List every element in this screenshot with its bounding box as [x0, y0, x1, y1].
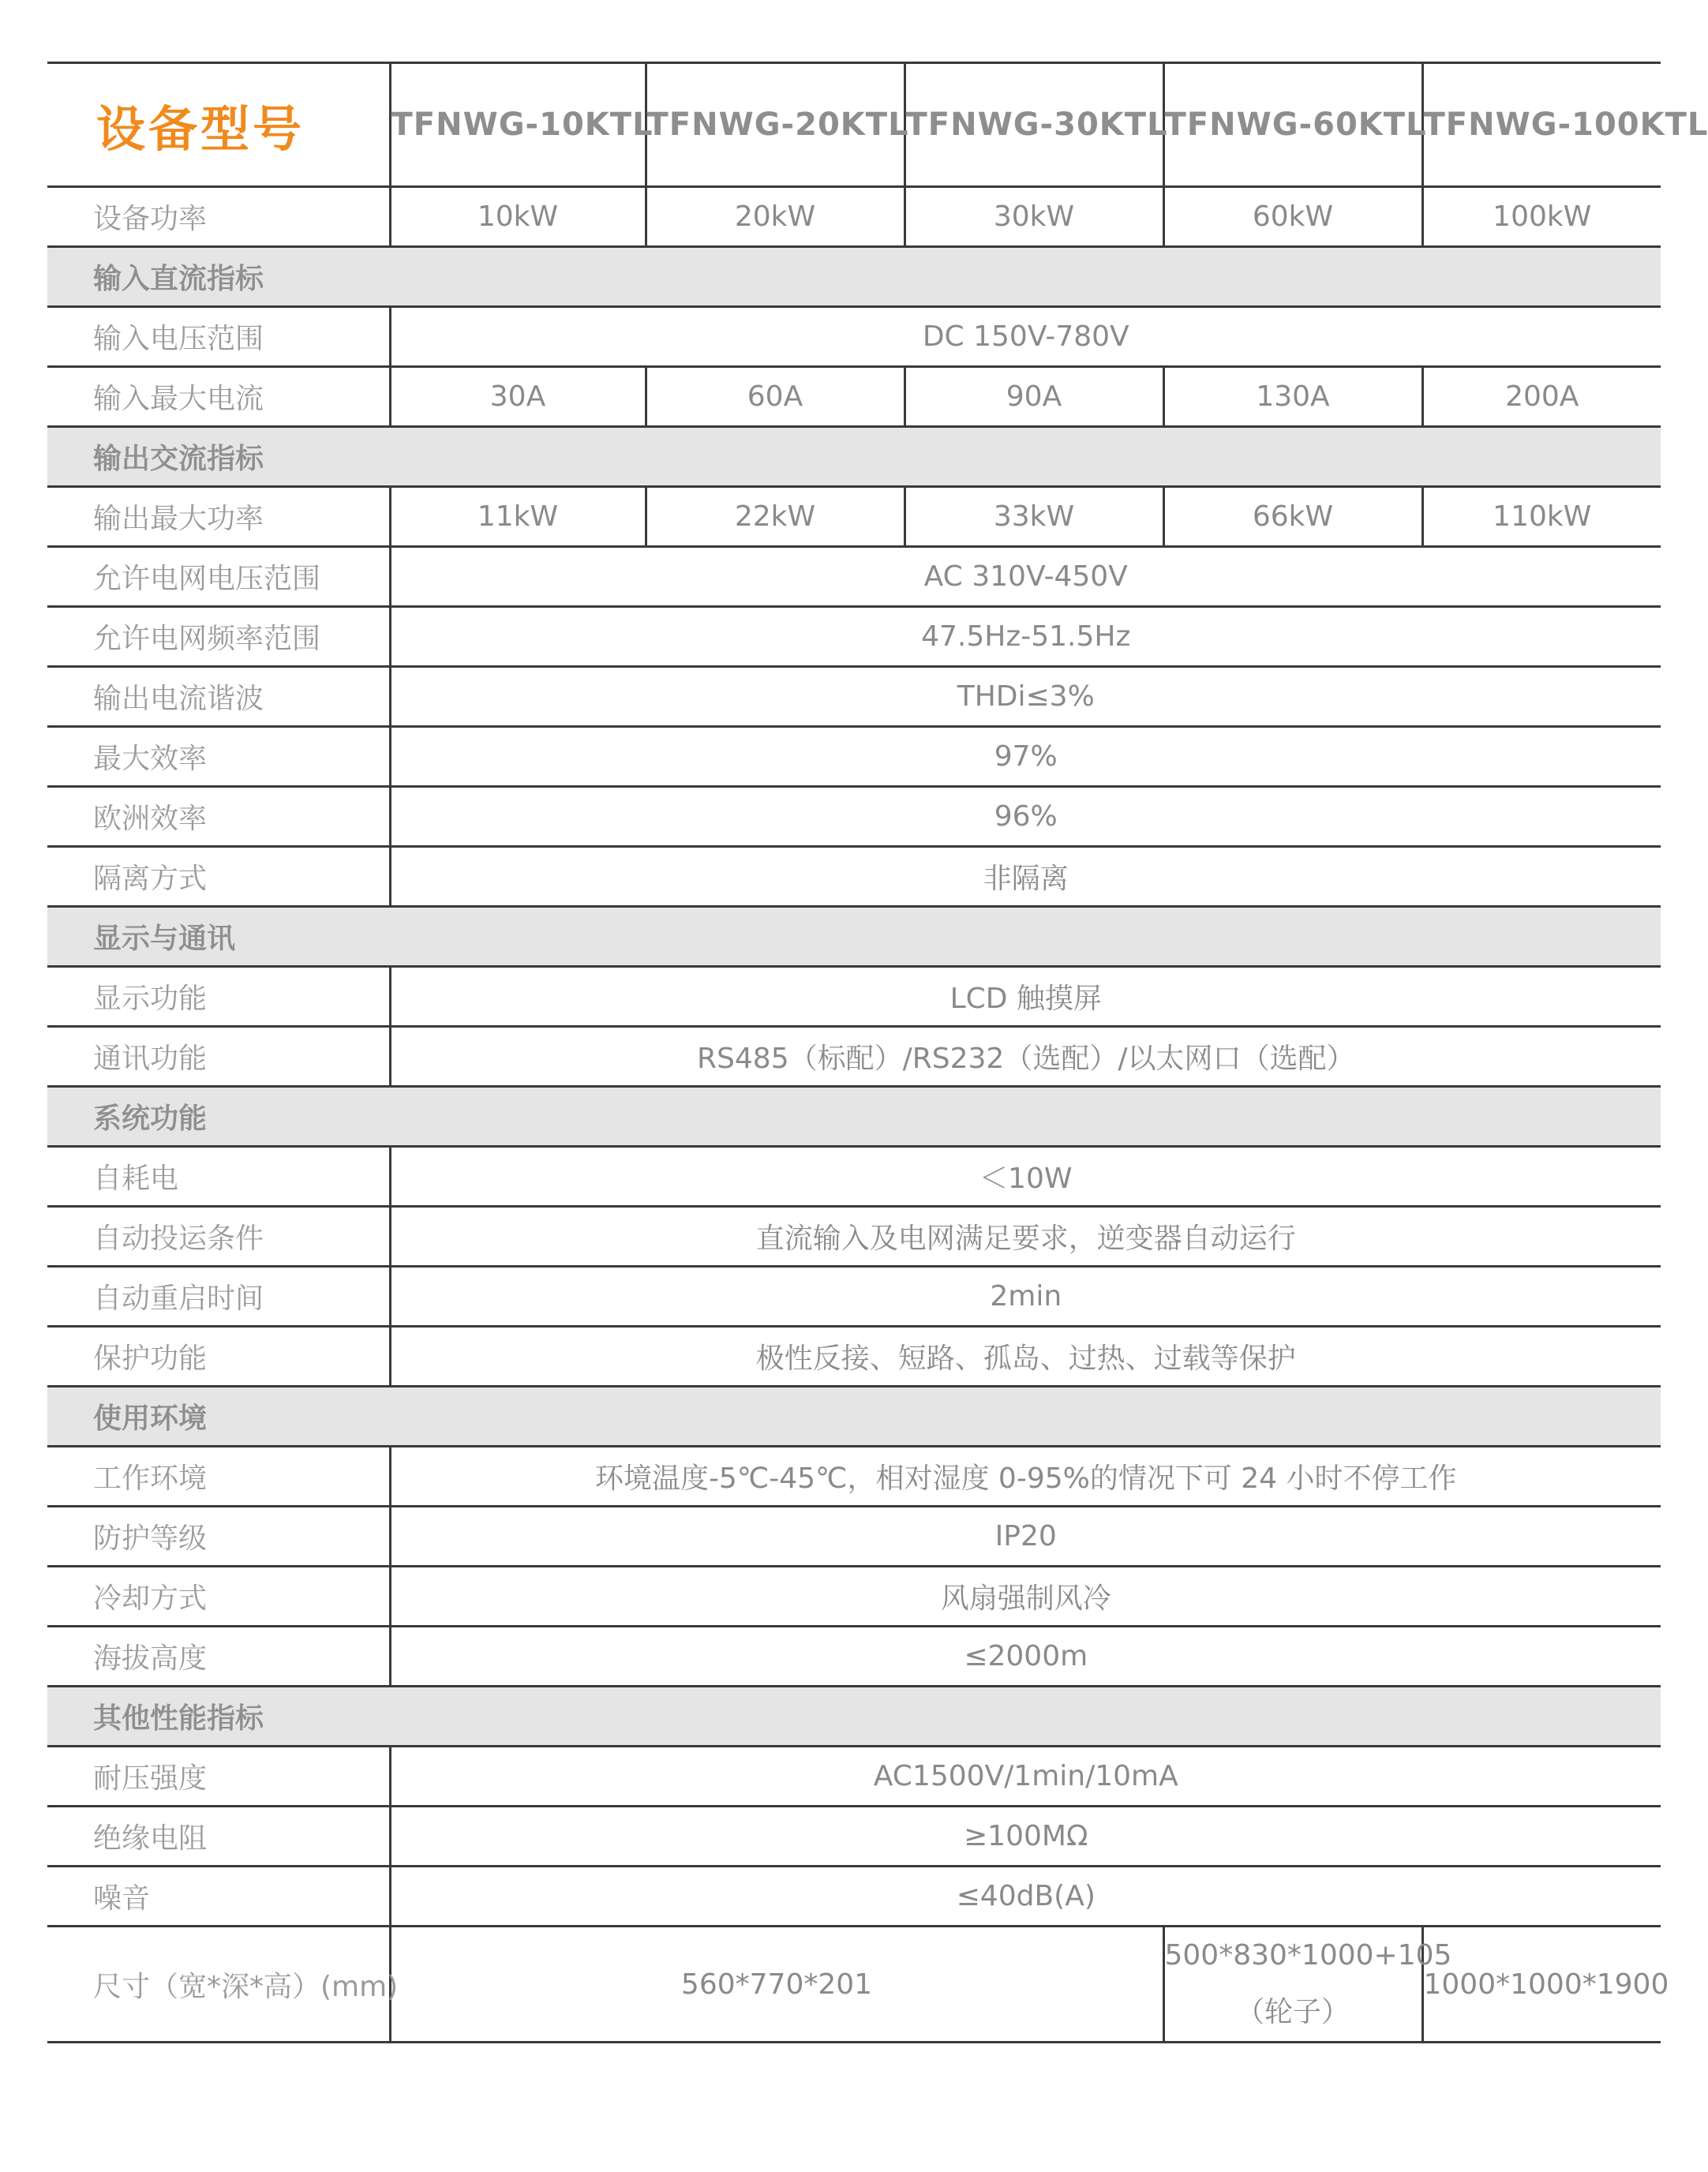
row-label: 自动投运条件 — [47, 1207, 390, 1267]
cell-value: 环境温度-5℃-45℃，相对湿度 0-95%的情况下可 24 小时不停工作 — [390, 1447, 1661, 1507]
section-row — [47, 1687, 1661, 1747]
row-label: 冷却方式 — [47, 1567, 390, 1627]
cell-value: THDi≤3% — [390, 667, 1661, 727]
cell-value: 560*770*201 — [390, 1927, 1163, 2043]
row-label: 最大效率 — [47, 727, 390, 787]
cell-value: AC 310V-450V — [390, 547, 1661, 607]
section-row — [47, 427, 1661, 487]
model-name: TFNWG-30KTL — [905, 63, 1163, 187]
row-label: 输出电流谐波 — [47, 667, 390, 727]
cell-value: ≤2000m — [390, 1627, 1661, 1687]
section-title: 使用环境 — [47, 1387, 1661, 1447]
row-label: 工作环境 — [47, 1447, 390, 1507]
cell-value: 风扇强制风冷 — [390, 1567, 1661, 1627]
section-title: 输出交流指标 — [47, 427, 1661, 487]
cell-value: IP20 — [390, 1507, 1661, 1567]
cell-value: 47.5Hz-51.5Hz — [390, 607, 1661, 667]
table-row — [47, 1267, 1661, 1327]
row-label: 允许电网频率范围 — [47, 607, 390, 667]
table-row — [47, 187, 1661, 247]
table-row — [47, 1927, 1661, 2043]
table-row — [47, 1027, 1661, 1087]
cell-value: 110kW — [1422, 487, 1661, 547]
row-label: 绝缘电阻 — [47, 1807, 390, 1867]
spec-table — [47, 62, 1708, 2043]
cell-value: 30A — [390, 367, 646, 427]
row-label: 输入电压范围 — [47, 307, 390, 367]
header-row — [47, 63, 1661, 187]
row-label: 通讯功能 — [47, 1027, 390, 1087]
row-label: 防护等级 — [47, 1507, 390, 1567]
section-title: 输入直流指标 — [47, 247, 1661, 307]
table-row — [47, 1627, 1661, 1687]
cell-value: AC1500V/1min/10mA — [390, 1747, 1661, 1807]
size-mid-line2: （轮子） — [1235, 1996, 1350, 2028]
cell-value: 130A — [1163, 367, 1422, 427]
row-label: 噪音 — [47, 1867, 390, 1927]
row-label: 隔离方式 — [47, 847, 390, 907]
cell-value: 60A — [646, 367, 905, 427]
cell-value: 200A — [1422, 367, 1661, 427]
table-row — [47, 1327, 1661, 1387]
table-row — [47, 1567, 1661, 1627]
table-row — [47, 667, 1661, 727]
cell-value: 1000*1000*1900 — [1422, 1927, 1661, 2043]
section-title: 显示与通讯 — [47, 907, 1661, 967]
table-row — [47, 1747, 1661, 1807]
model-name: TFNWG-60KTL — [1163, 63, 1422, 187]
cell-value: ≥100MΩ — [390, 1807, 1661, 1867]
row-label: 输出最大功率 — [47, 487, 390, 547]
cell-value: 97% — [390, 727, 1661, 787]
cell-value — [1163, 1927, 1452, 2043]
cell-value: 90A — [905, 367, 1163, 427]
cell-value: 100kW — [1422, 187, 1661, 247]
cell-value: 22kW — [646, 487, 905, 547]
table-row — [47, 487, 1661, 547]
size-mid-line1: 500*830*1000+105 — [1164, 1939, 1452, 1972]
table-row — [47, 1867, 1661, 1927]
cell-value: 非隔离 — [390, 847, 1661, 907]
model-name: TFNWG-10KTL — [390, 63, 646, 187]
table-row — [47, 367, 1661, 427]
row-label: 自耗电 — [47, 1147, 390, 1207]
cell-value: 10kW — [390, 187, 646, 247]
table-row — [47, 1507, 1661, 1567]
table-row — [47, 1447, 1661, 1507]
cell-value: 直流输入及电网满足要求，逆变器自动运行 — [390, 1207, 1661, 1267]
row-label: 保护功能 — [47, 1327, 390, 1387]
cell-value: 2min — [390, 1267, 1661, 1327]
row-label: 海拔高度 — [47, 1627, 390, 1687]
cell-value: 60kW — [1163, 187, 1422, 247]
row-label: 欧洲效率 — [47, 787, 390, 847]
cell-value: ＜10W — [390, 1147, 1661, 1207]
table-row — [47, 1807, 1661, 1867]
row-label: 尺寸（宽*深*高）(mm) — [47, 1927, 390, 2043]
row-label: 耐压强度 — [47, 1747, 390, 1807]
row-label: 显示功能 — [47, 967, 390, 1027]
table-row — [47, 727, 1661, 787]
table-row — [47, 847, 1661, 907]
model-name: TFNWG-20KTL — [646, 63, 905, 187]
cell-value: 66kW — [1163, 487, 1422, 547]
model-name: TFNWG-100KTL — [1422, 63, 1661, 187]
row-label: 设备功率 — [47, 187, 390, 247]
cell-value: 20kW — [646, 187, 905, 247]
table-row — [47, 787, 1661, 847]
cell-value: 11kW — [390, 487, 646, 547]
cell-value: DC 150V-780V — [390, 307, 1661, 367]
cell-value: 33kW — [905, 487, 1163, 547]
row-label: 允许电网电压范围 — [47, 547, 390, 607]
section-title: 系统功能 — [47, 1087, 1661, 1147]
cell-value: 96% — [390, 787, 1661, 847]
row-label: 输入最大电流 — [47, 367, 390, 427]
cell-value: 极性反接、短路、孤岛、过热、过载等保护 — [390, 1327, 1661, 1387]
table-row — [47, 547, 1661, 607]
cell-value: 30kW — [905, 187, 1163, 247]
section-row — [47, 247, 1661, 307]
table-row — [47, 967, 1661, 1027]
model-label: 设备型号 — [47, 63, 390, 187]
section-row — [47, 907, 1661, 967]
cell-value: ≤40dB(A) — [390, 1867, 1661, 1927]
table-row — [47, 1147, 1661, 1207]
row-label: 自动重启时间 — [47, 1267, 390, 1327]
table-row — [47, 1207, 1661, 1267]
cell-value: RS485（标配）/RS232（选配）/以太网口（选配） — [390, 1027, 1661, 1087]
section-row — [47, 1087, 1661, 1147]
table-row — [47, 307, 1661, 367]
cell-value: LCD 触摸屏 — [390, 967, 1661, 1027]
table-row — [47, 607, 1661, 667]
section-row — [47, 1387, 1661, 1447]
section-title: 其他性能指标 — [47, 1687, 1661, 1747]
